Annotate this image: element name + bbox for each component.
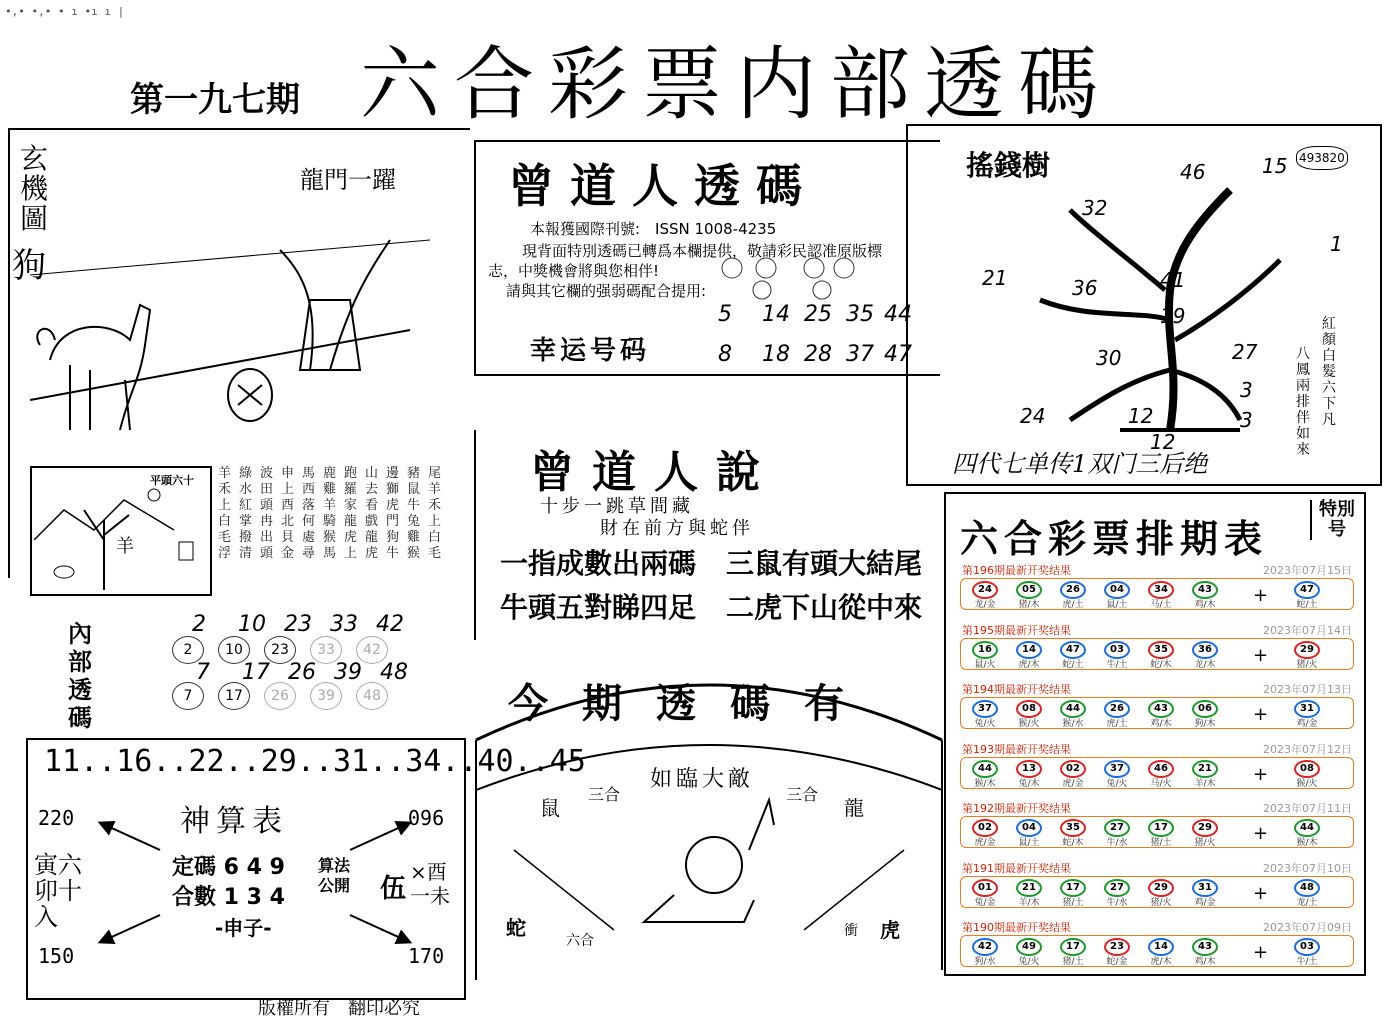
verse-3: 牛頭五對睇四足: [500, 591, 697, 624]
jiazi-text: -申子-: [215, 916, 272, 940]
handwriting-col: 波 田 頭 冉 出 頭: [260, 466, 274, 561]
lottery-ball: [1189, 760, 1221, 790]
lottery-ball: [1189, 641, 1221, 671]
lottery-ball: [1189, 819, 1221, 849]
ball-zodiac: 龙/木: [1194, 659, 1216, 670]
notice-line-3: 請與其它欄的强弱碼配合提用:: [506, 282, 707, 300]
ball-zodiac: 猴/火: [1296, 778, 1318, 789]
ball-number: 29: [1148, 879, 1174, 897]
result-row: [958, 681, 1356, 737]
ball-zodiac: 猪/火: [1150, 897, 1172, 908]
corner-bottom-right: 170: [408, 944, 445, 968]
lottery-ball: [1101, 641, 1133, 671]
ball-zodiac: 狗/水: [974, 957, 996, 967]
liuhe-text: 六合: [566, 933, 594, 949]
notice-line-2: 志，中獎機會將與您相伴!: [488, 262, 660, 280]
lucky-number: 44: [884, 302, 912, 327]
ball-zodiac: 虎/金: [974, 838, 996, 848]
special-ball: [1291, 700, 1323, 730]
ball-zodiac: 兔/火: [1106, 778, 1128, 789]
neibu-circled-number: 42: [356, 636, 388, 664]
tree-number: 32: [1082, 196, 1108, 220]
ball-number: 35: [1060, 819, 1086, 837]
plus-sign: +: [1253, 644, 1269, 666]
result-row: [958, 919, 1356, 975]
verse-2: 三鼠有頭大結尾: [726, 547, 923, 580]
heshu-text: 合數 1 3 4: [172, 885, 285, 910]
ball-zodiac: 龙/土: [1296, 897, 1318, 908]
ball-zodiac: 虎/木: [1018, 659, 1040, 670]
special-ball: [1291, 819, 1323, 849]
ball-number: 27: [1104, 819, 1130, 837]
ruyi-text: 如臨大敵: [650, 767, 755, 792]
lottery-ball: [969, 879, 1001, 909]
result-bar: [960, 816, 1354, 848]
wu-char: 伍: [380, 874, 407, 904]
tree-number: 19: [1160, 304, 1186, 328]
ball-zodiac: 牛/水: [1106, 838, 1128, 848]
tree-number: 27: [1232, 340, 1258, 364]
horse-scene-illustration: [30, 180, 430, 450]
result-date: 2023年07月12日: [1263, 742, 1352, 756]
ball-number: 46: [1148, 760, 1174, 778]
plus-sign: +: [1253, 585, 1269, 606]
neibu-circled-number: 2: [172, 636, 204, 664]
sequence-numbers: 11..16..22..29..31..34..40..45: [44, 744, 586, 779]
ball-number: 06: [1192, 700, 1218, 718]
lottery-ball: [969, 641, 1001, 671]
ball-number: 17: [1060, 879, 1086, 897]
ball-zodiac: 猪/火: [1296, 659, 1318, 670]
neibu-circled-number: 7: [172, 682, 204, 710]
handwriting-columns: [218, 466, 458, 596]
lottery-ball: [1145, 819, 1177, 849]
lottery-ball: [1057, 581, 1089, 611]
neibu-hand-number: 17: [242, 660, 270, 685]
lottery-ball: [1189, 700, 1221, 730]
special-ball: [1291, 581, 1323, 611]
longmen-text: 龍門一躍: [300, 166, 396, 194]
ball-zodiac: 猴/火: [1018, 719, 1040, 729]
ball-number: 04: [1016, 819, 1042, 837]
neibu-circled-number: 23: [264, 636, 296, 664]
lucky-number: 25: [804, 302, 832, 327]
ball-zodiac: 蛇/土: [1296, 600, 1318, 610]
ball-zodiac: 虎/木: [1150, 957, 1172, 967]
lottery-ball: [1101, 760, 1133, 790]
ball-number: 21: [1016, 879, 1042, 897]
tree-number: 46: [1180, 160, 1206, 184]
lottery-ball: [1013, 581, 1045, 611]
zodiac-hu: 虎: [880, 918, 900, 942]
ball-zodiac: 兔/木: [1018, 778, 1040, 789]
ball-zodiac: 马/土: [1150, 600, 1172, 610]
ball-number: 17: [1060, 938, 1086, 956]
handwriting-col: 邊 獅 虎 門 狗 牛: [386, 466, 400, 561]
ball-zodiac: 鸡/木: [1194, 957, 1216, 967]
result-head: 第194期最新开奖结果: [962, 683, 1071, 696]
neibu-hand-number: 2: [192, 612, 206, 637]
shuo-sub-1: 十步一跳草間藏: [540, 496, 694, 517]
result-head: 第192期最新开奖结果: [962, 802, 1071, 815]
tree-number: 3: [1240, 378, 1253, 402]
neibu-hand-number: 42: [376, 612, 404, 637]
lottery-ball: [1101, 938, 1133, 968]
ball-number: 43: [1192, 938, 1218, 956]
ball-number: 37: [972, 700, 998, 718]
ball-number: 26: [1060, 581, 1086, 599]
handwriting-col: 馬 西 落 何 處 尋: [302, 466, 316, 561]
ball-zodiac: 兔/金: [974, 897, 996, 908]
ball-number: 05: [1016, 581, 1042, 599]
ball-number: 16: [972, 641, 998, 659]
ball-number: 17: [1148, 819, 1174, 837]
result-bar: [960, 697, 1354, 729]
sanhe-left: 三合: [588, 785, 621, 804]
lottery-ball: [1145, 760, 1177, 790]
neibu-hand-number: 7: [196, 660, 210, 685]
lottery-ball: [969, 760, 1001, 790]
lucky-number: 5: [718, 302, 732, 327]
handwriting-col: 跑 羅 家 龍 虎 上: [344, 466, 358, 561]
lottery-ball: [1145, 700, 1177, 730]
zodiac-she: 蛇: [506, 916, 526, 940]
neibu-circled-number: 17: [218, 682, 250, 710]
handwriting-col: 山 去 看 戲 龍 虎: [365, 466, 379, 561]
ball-zodiac: 猪/土: [1062, 957, 1084, 967]
result-head: 第191期最新开奖结果: [962, 861, 1071, 875]
neibu-circled-number: 39: [310, 682, 342, 710]
ball-zodiac: 羊/木: [1018, 897, 1040, 908]
result-date: 2023年07月09日: [1263, 921, 1352, 934]
ball-zodiac: 猪/土: [1150, 838, 1172, 848]
lottery-ball: [1057, 641, 1089, 671]
lottery-ball: [1101, 819, 1133, 849]
issn-line: 本報獲國際刊號: ISSN 1008-4235: [530, 220, 777, 238]
ball-zodiac: 龙/金: [974, 600, 996, 610]
ball-zodiac: 鸡/木: [1194, 600, 1216, 610]
lottery-ball: [1057, 938, 1089, 968]
lottery-ball: [1101, 700, 1133, 730]
ball-number: 24: [972, 581, 998, 599]
ball-zodiac: 猴/水: [1062, 719, 1084, 729]
tree-number: 12: [1128, 404, 1154, 428]
ball-zodiac: 猪/木: [1018, 600, 1040, 610]
ball-zodiac: 马/火: [1150, 778, 1172, 789]
lottery-ball: [1013, 819, 1045, 849]
tree-number: 3: [1240, 408, 1253, 432]
ball-zodiac: 鼠/土: [1106, 600, 1128, 610]
neibu-hand-number: 33: [330, 612, 358, 637]
result-head: 第193期最新开奖结果: [962, 742, 1071, 756]
plus-sign: +: [1253, 763, 1269, 785]
ball-zodiac: 猴/木: [974, 778, 996, 789]
result-head: 第190期最新开奖结果: [962, 921, 1071, 934]
result-row: [958, 562, 1356, 618]
result-bar: [960, 935, 1354, 967]
scribble-numbers: [718, 254, 868, 300]
ball-number: 44: [972, 760, 998, 778]
ball-number: 26: [1104, 700, 1130, 718]
ball-zodiac: 牛/土: [1106, 659, 1128, 670]
result-bar: [960, 578, 1354, 610]
tree-number: 30: [1096, 346, 1122, 370]
ball-zodiac: 蛇/金: [1106, 957, 1128, 967]
result-date: 2023年07月15日: [1263, 564, 1352, 577]
ball-zodiac: 羊/木: [1194, 778, 1216, 789]
lottery-ball: [1057, 760, 1089, 790]
ball-number: 36: [1192, 641, 1218, 659]
ball-zodiac: 鸡/金: [1194, 897, 1216, 908]
lottery-ball: [1145, 641, 1177, 671]
xuanji-label: 玄機圖: [20, 142, 49, 235]
result-bar: [960, 638, 1354, 670]
ball-zodiac: 狗/木: [1194, 719, 1216, 729]
lottery-ball: [1013, 879, 1045, 909]
ball-number: 03: [1294, 938, 1320, 956]
ball-number: 01: [972, 879, 998, 897]
corner-top-left: 220: [38, 806, 75, 830]
scan-marks: •,• •,• • ı •ı ı |: [5, 5, 125, 18]
ball-number: 31: [1294, 700, 1320, 718]
ball-number: 47: [1294, 581, 1320, 599]
ball-number: 43: [1148, 700, 1174, 718]
lucky-number: 18: [762, 342, 790, 367]
ball-number: 44: [1294, 819, 1320, 837]
schedule-title: 六合彩票排期表: [960, 516, 1269, 561]
shuo-sub-2: 財在前方與蛇伴: [600, 518, 754, 539]
handwriting-col: 申 上 酉 北 貝 金: [281, 466, 295, 561]
ball-number: 03: [1104, 641, 1130, 659]
neibu-circled-number: 48: [356, 682, 388, 710]
lottery-ball: [969, 581, 1001, 611]
tree-side-text-1: 紅顏白髮六下凡: [1322, 316, 1336, 428]
lottery-ball: [1189, 938, 1221, 968]
lottery-ball: [969, 819, 1001, 849]
ball-zodiac: 鸡/金: [1296, 719, 1318, 729]
lottery-ball: [1101, 581, 1133, 611]
ball-number: 47: [1060, 641, 1086, 659]
four-generation-text: 四代七单传1双门三后绝: [952, 450, 1208, 478]
lucky-number: 8: [718, 342, 732, 367]
lottery-ball: [1013, 641, 1045, 671]
lottery-ball: [1101, 879, 1133, 909]
tree-number: 12: [1150, 430, 1176, 454]
tree-number: 36: [1072, 276, 1098, 300]
ball-number: 21: [1192, 760, 1218, 778]
handwriting-col: 羊 禾 上 白 毛 浮: [218, 466, 232, 561]
neibu-circled-number: 10: [218, 636, 250, 664]
ball-number: 43: [1192, 581, 1218, 599]
handwriting-col: 尾 羊 禾 上 白 毛: [428, 466, 442, 561]
ball-zodiac: 鸡/木: [1150, 719, 1172, 729]
lottery-ball: [1057, 819, 1089, 849]
ball-zodiac: 兔/火: [1018, 957, 1040, 967]
lottery-ball: [1145, 938, 1177, 968]
result-row: [958, 800, 1356, 856]
special-ball: [1291, 938, 1323, 968]
dingma-text: 定碼 6 4 9: [172, 855, 285, 880]
yang-box-label: 平頭六十: [150, 474, 194, 487]
ball-number: 34: [1148, 581, 1174, 599]
ball-number: 35: [1148, 641, 1174, 659]
ball-number: 49: [1016, 938, 1042, 956]
suanfa-text: 算法公開: [318, 856, 351, 895]
gou-char: 狗: [12, 246, 46, 286]
lottery-ball: [1013, 760, 1045, 790]
neibu-circled-number: 33: [310, 636, 342, 664]
ball-zodiac: 鼠/火: [974, 659, 996, 670]
handwriting-col: 綠 水 紅 掌 撥 清: [239, 466, 253, 561]
ball-number: 42: [972, 938, 998, 956]
ball-number: 02: [1060, 760, 1086, 778]
ball-zodiac: 蛇/木: [1150, 659, 1172, 670]
neibu-circled-number: 26: [264, 682, 296, 710]
result-date: 2023年07月10日: [1263, 861, 1352, 875]
ball-zodiac: 猴/木: [1296, 838, 1318, 848]
issue-number: 第一九七期: [130, 80, 300, 120]
neibu-hand-number: 39: [334, 660, 362, 685]
lottery-ball: [969, 938, 1001, 968]
ball-number: 08: [1294, 760, 1320, 778]
ball-number: 37: [1104, 760, 1130, 778]
money-tree-code: 493820: [1296, 146, 1348, 170]
shensuan-title: 神算表: [180, 804, 288, 839]
result-date: 2023年07月11日: [1263, 802, 1352, 815]
lottery-ball: [1189, 581, 1221, 611]
corner-top-right: 096: [408, 806, 445, 830]
lottery-ball: [1145, 581, 1177, 611]
verse-4: 二虎下山從中來: [726, 591, 923, 624]
lottery-ball: [1145, 879, 1177, 909]
result-head: 第196期最新开奖结果: [962, 564, 1071, 577]
lottery-ball: [969, 700, 1001, 730]
plus-sign: +: [1253, 823, 1269, 844]
plus-sign: +: [1253, 704, 1269, 725]
ball-zodiac: 牛/土: [1296, 957, 1318, 967]
tree-side-text-2: 八鳳兩排伴如來: [1296, 346, 1310, 458]
special-ball: [1291, 641, 1323, 671]
corner-bottom-left: 150: [38, 944, 75, 968]
result-date: 2023年07月13日: [1263, 683, 1352, 696]
zodiac-shu: 鼠: [540, 796, 560, 820]
tree-number: 15: [1262, 154, 1288, 178]
result-bar: [960, 757, 1354, 789]
neibu-label: 內部透碼: [68, 619, 92, 732]
ball-zodiac: 猪/火: [1194, 838, 1216, 848]
handwriting-col: 豬 鼠 牛 兔 雞 猴: [407, 466, 421, 561]
ball-number: 48: [1294, 879, 1320, 897]
result-date: 2023年07月14日: [1263, 623, 1352, 637]
ball-number: 29: [1192, 819, 1218, 837]
verse-1: 一指成數出兩碼: [500, 547, 697, 580]
neibu-hand-number: 48: [380, 660, 408, 685]
lucky-number: 35: [846, 302, 874, 327]
lottery-ball: [1013, 938, 1045, 968]
xixi-text: ×酉一未: [410, 860, 450, 908]
special-ball: [1291, 879, 1323, 909]
lottery-ball: [1013, 700, 1045, 730]
handwriting-col: 鹿 雞 羊 騎 猴 馬: [323, 466, 337, 561]
ball-zodiac: 猪/土: [1062, 897, 1084, 908]
notice-line-1: 現背面特別透碼已轉爲本欄提供，敬請彩民認准原版標: [522, 242, 883, 260]
ball-number: 02: [972, 819, 998, 837]
shuo-title: 曾道人說: [530, 447, 778, 498]
jinqi-title: 今期透碼有: [508, 680, 878, 727]
tree-number: 1: [1330, 232, 1343, 256]
copyright: 版權所有 翻印必究: [258, 998, 420, 1019]
tree-number: 21: [982, 266, 1008, 290]
result-row: [958, 622, 1356, 678]
ball-number: 27: [1104, 879, 1130, 897]
ball-zodiac: 兔/火: [974, 719, 996, 729]
ball-zodiac: 虎/金: [1062, 778, 1084, 789]
ball-number: 23: [1104, 938, 1130, 956]
ball-number: 31: [1192, 879, 1218, 897]
zeng-toma-title: 曾道人透碼: [508, 159, 818, 213]
sanhe-right: 三合: [786, 785, 819, 804]
neibu-hand-number: 10: [238, 612, 266, 637]
tree-number: 41: [1160, 268, 1186, 292]
yinru-text: 寅六卯十入: [34, 851, 82, 931]
lucky-number: 47: [884, 342, 912, 367]
lucky-number: 14: [762, 302, 790, 327]
ball-zodiac: 牛/水: [1106, 897, 1128, 908]
tree-number: 24: [1020, 404, 1046, 428]
ball-zodiac: 蛇/土: [1062, 659, 1084, 670]
lottery-ball: [1057, 700, 1089, 730]
ball-number: 04: [1104, 581, 1130, 599]
plus-sign: +: [1253, 942, 1269, 963]
lottery-ball: [1057, 879, 1089, 909]
ball-zodiac: 虎/土: [1062, 600, 1084, 610]
ball-zodiac: 蛇/木: [1062, 838, 1084, 848]
ball-number: 44: [1060, 700, 1086, 718]
plus-sign: +: [1253, 882, 1269, 904]
chong-text: 衝: [844, 923, 858, 939]
ball-number: 08: [1016, 700, 1042, 718]
result-row: [958, 741, 1356, 797]
ball-number: 14: [1016, 641, 1042, 659]
result-bar: [960, 876, 1354, 908]
lucky-number: 37: [846, 342, 874, 367]
special-number-label: 特別号: [1310, 500, 1362, 540]
lottery-ball: [1189, 879, 1221, 909]
yang-char: 羊: [116, 536, 134, 557]
ball-number: 13: [1016, 760, 1042, 778]
lucky-number: 28: [804, 342, 832, 367]
ball-zodiac: 虎/土: [1106, 719, 1128, 729]
special-ball: [1291, 760, 1323, 790]
result-row: [958, 860, 1356, 916]
zodiac-long: 龍: [844, 796, 864, 820]
page-title: 六合彩票内部透碼: [360, 38, 1112, 131]
ball-zodiac: 鼠/土: [1018, 838, 1040, 848]
money-tree-title: 搖錢樹: [966, 149, 1051, 182]
result-head: 第195期最新开奖结果: [962, 623, 1071, 637]
neibu-hand-number: 26: [288, 660, 316, 685]
ball-number: 29: [1294, 641, 1320, 659]
lucky-number-label: 幸运号码: [530, 336, 651, 366]
ball-number: 14: [1148, 938, 1174, 956]
neibu-hand-number: 23: [284, 612, 312, 637]
